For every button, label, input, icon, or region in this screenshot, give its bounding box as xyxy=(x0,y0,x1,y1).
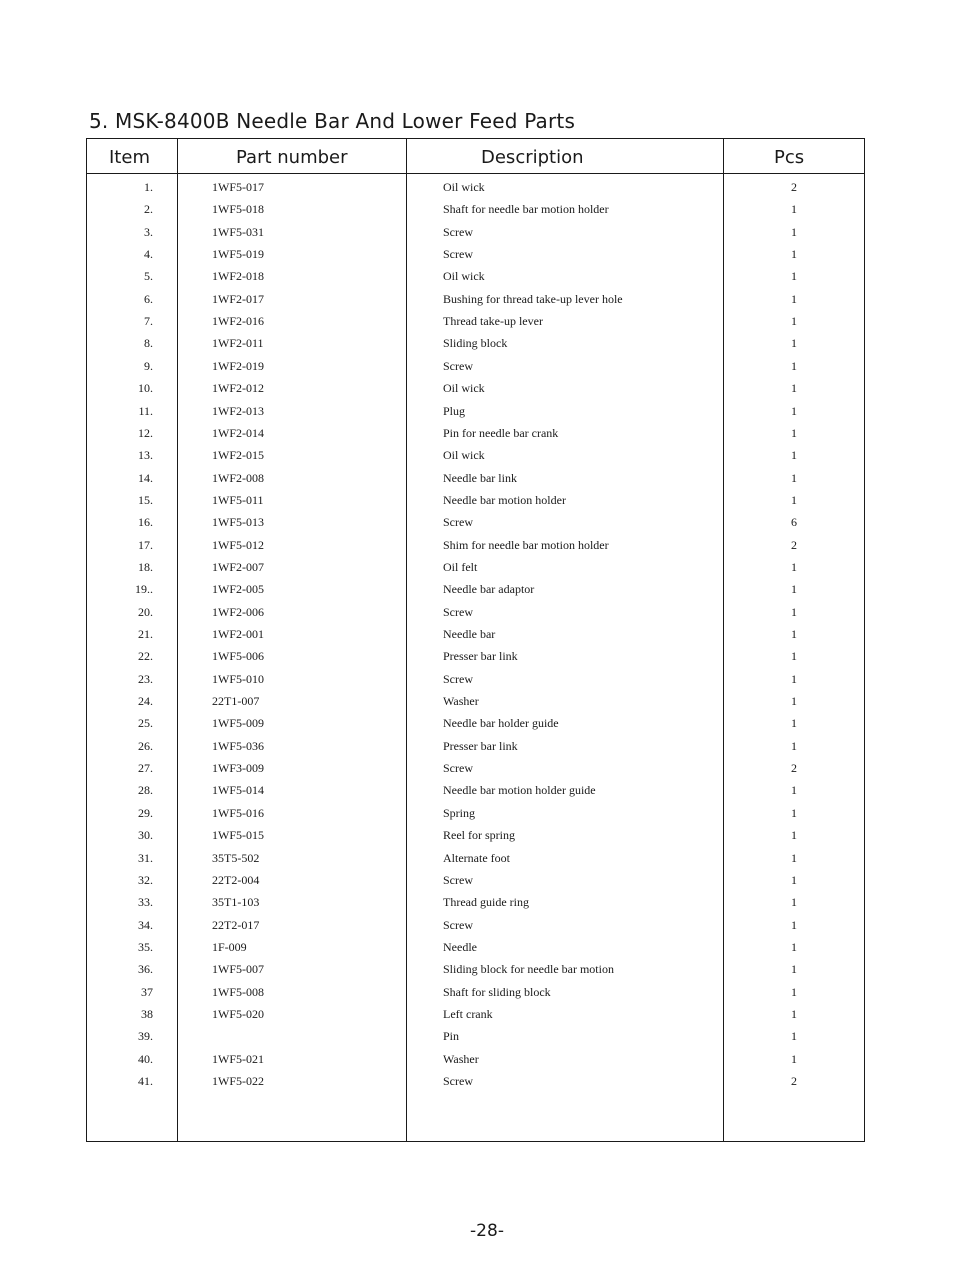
item-number: 12. xyxy=(138,425,153,440)
item-number: 20. xyxy=(138,604,153,619)
quantity: 1 xyxy=(791,247,797,262)
item-number: 19.. xyxy=(135,582,153,597)
item-number: 28. xyxy=(138,783,153,798)
part-number: 1WF2-005 xyxy=(212,582,264,597)
quantity: 1 xyxy=(791,403,797,418)
item-number: 1. xyxy=(144,180,153,194)
part-number: 22T2-004 xyxy=(212,872,260,887)
part-number: 1WF5-013 xyxy=(212,515,264,530)
quantity: 1 xyxy=(791,269,797,284)
quantity: 1 xyxy=(791,559,797,574)
part-description: Oil wick xyxy=(443,381,485,396)
item-number: 22. xyxy=(138,649,153,664)
part-description: Sliding block for needle bar motion xyxy=(443,962,614,977)
part-description: Screw xyxy=(443,1074,473,1088)
item-number: 38 xyxy=(141,1006,153,1021)
table-row xyxy=(87,336,864,356)
part-description: Needle bar xyxy=(443,627,496,641)
table-row xyxy=(87,247,864,267)
item-number: 34. xyxy=(138,917,153,932)
part-number: 1WF5-017 xyxy=(212,180,264,194)
quantity: 1 xyxy=(791,448,797,463)
page-number: -28- xyxy=(470,1221,504,1241)
part-description: Screw xyxy=(443,224,473,239)
quantity: 1 xyxy=(791,716,797,731)
quantity: 1 xyxy=(791,604,797,619)
quantity: 1 xyxy=(791,314,797,329)
part-description: Presser bar link xyxy=(443,738,518,753)
part-description: Presser bar link xyxy=(443,649,518,664)
quantity: 1 xyxy=(791,805,797,820)
part-number: 1WF2-013 xyxy=(212,403,264,418)
item-number: 25. xyxy=(138,716,153,731)
table-row xyxy=(87,515,864,535)
quantity: 1 xyxy=(791,1051,797,1066)
quantity: 1 xyxy=(791,694,797,709)
table-row xyxy=(87,985,864,1005)
part-number: 1WF5-014 xyxy=(212,783,264,798)
part-description: Screw xyxy=(443,917,473,932)
quantity: 1 xyxy=(791,1029,797,1044)
part-number: 1WF5-031 xyxy=(212,224,264,239)
part-description: Oil wick xyxy=(443,180,485,194)
part-number: 1WF5-021 xyxy=(212,1051,264,1066)
table-row xyxy=(87,448,864,468)
item-number: 15. xyxy=(138,492,153,507)
part-description: Oil wick xyxy=(443,269,485,284)
quantity: 1 xyxy=(791,738,797,753)
header-item: Item xyxy=(109,147,150,168)
quantity: 1 xyxy=(791,202,797,217)
table-row xyxy=(87,269,864,289)
part-number: 1WF3-009 xyxy=(212,761,264,776)
part-number: 1WF2-015 xyxy=(212,448,264,463)
item-number: 2. xyxy=(144,202,153,217)
header-description: Description xyxy=(481,147,584,168)
part-description: Screw xyxy=(443,358,473,373)
item-number: 16. xyxy=(138,515,153,530)
quantity: 1 xyxy=(791,224,797,239)
table-row xyxy=(87,404,864,424)
item-number: 32. xyxy=(138,872,153,887)
part-number: 35T5-502 xyxy=(212,850,260,865)
item-number: 11. xyxy=(138,403,153,418)
parts-table xyxy=(86,138,865,1142)
part-description: Oil wick xyxy=(443,448,485,463)
quantity: 1 xyxy=(791,783,797,798)
part-description: Screw xyxy=(443,515,473,530)
quantity: 1 xyxy=(791,895,797,910)
table-row xyxy=(87,1074,864,1094)
table-row xyxy=(87,314,864,334)
part-number: 35T1-103 xyxy=(212,895,260,910)
part-description: Bushing for thread take-up lever hole xyxy=(443,291,623,306)
page-title: 5. MSK-8400B Needle Bar And Lower Feed Parts xyxy=(89,109,576,133)
part-number: 1WF2-014 xyxy=(212,425,264,440)
table-row xyxy=(87,359,864,379)
table-row xyxy=(87,672,864,692)
item-number: 13. xyxy=(138,448,153,463)
quantity: 1 xyxy=(791,649,797,664)
item-number: 21. xyxy=(138,627,153,641)
table-row xyxy=(87,649,864,669)
part-description: Reel for spring xyxy=(443,828,515,843)
table-row xyxy=(87,225,864,245)
table-row xyxy=(87,292,864,312)
part-description: Plug xyxy=(443,403,466,418)
quantity: 6 xyxy=(791,515,797,530)
table-row xyxy=(87,962,864,982)
table-row xyxy=(87,783,864,803)
table-row xyxy=(87,538,864,558)
quantity: 1 xyxy=(791,381,797,396)
part-description: Screw xyxy=(443,671,473,686)
item-number: 39. xyxy=(138,1029,153,1044)
part-description: Needle bar motion holder guide xyxy=(443,783,596,798)
part-number: 1WF5-006 xyxy=(212,649,264,664)
part-description: Shaft for needle bar motion holder xyxy=(443,202,609,217)
item-number: 9. xyxy=(144,358,153,373)
part-description: Needle bar link xyxy=(443,470,517,485)
table-row xyxy=(87,202,864,222)
item-number: 23. xyxy=(138,671,153,686)
part-number: 1WF5-016 xyxy=(212,805,264,820)
table-row xyxy=(87,1029,864,1049)
table-row xyxy=(87,694,864,714)
quantity: 1 xyxy=(791,917,797,932)
part-description: Screw xyxy=(443,604,473,619)
table-row xyxy=(87,806,864,826)
quantity: 1 xyxy=(791,828,797,843)
part-number: 1WF2-016 xyxy=(212,314,264,329)
part-number: 1WF5-010 xyxy=(212,671,264,686)
item-number: 6. xyxy=(144,291,153,306)
item-number: 17. xyxy=(138,537,153,552)
quantity: 1 xyxy=(791,939,797,954)
quantity: 1 xyxy=(791,582,797,597)
part-description: Screw xyxy=(443,872,473,887)
part-description: Thread take-up lever xyxy=(443,314,543,329)
table-row xyxy=(87,381,864,401)
part-description: Spring xyxy=(443,805,476,820)
item-number: 14. xyxy=(138,470,153,485)
part-description: Washer xyxy=(443,1051,479,1066)
part-number: 22T2-017 xyxy=(212,917,260,932)
part-description: Sliding block xyxy=(443,336,508,351)
part-number: 1WF2-019 xyxy=(212,358,264,373)
item-number: 5. xyxy=(144,269,153,284)
item-number: 36. xyxy=(138,962,153,977)
quantity: 2 xyxy=(791,1074,797,1088)
part-number: 1WF5-008 xyxy=(212,984,264,999)
part-description: Pin xyxy=(443,1029,460,1044)
quantity: 2 xyxy=(791,180,797,194)
table-row xyxy=(87,739,864,759)
part-description: Oil felt xyxy=(443,559,478,574)
table-row xyxy=(87,940,864,960)
part-description: Shaft for sliding block xyxy=(443,984,551,999)
table-row xyxy=(87,1007,864,1027)
table-row xyxy=(87,180,864,200)
part-description: Screw xyxy=(443,247,473,262)
quantity: 2 xyxy=(791,761,797,776)
part-number: 1WF2-007 xyxy=(212,559,264,574)
table-row xyxy=(87,493,864,513)
part-number: 1WF5-022 xyxy=(212,1074,264,1088)
item-number: 3. xyxy=(144,224,153,239)
part-description: Needle bar motion holder xyxy=(443,492,566,507)
table-row xyxy=(87,828,864,848)
item-number: 30. xyxy=(138,828,153,843)
item-number: 8. xyxy=(144,336,153,351)
part-number: 1WF5-009 xyxy=(212,716,264,731)
item-number: 40. xyxy=(138,1051,153,1066)
part-description: Washer xyxy=(443,694,479,709)
item-number: 4. xyxy=(144,247,153,262)
quantity: 1 xyxy=(791,336,797,351)
part-description: Shim for needle bar motion holder xyxy=(443,537,609,552)
part-description: Needle xyxy=(443,939,477,954)
quantity: 1 xyxy=(791,872,797,887)
quantity: 1 xyxy=(791,358,797,373)
quantity: 1 xyxy=(791,1006,797,1021)
part-number: 22T1-007 xyxy=(212,694,260,709)
item-number: 35. xyxy=(138,939,153,954)
part-description: Alternate foot xyxy=(443,850,510,865)
quantity: 2 xyxy=(791,537,797,552)
part-number: 1WF5-007 xyxy=(212,962,264,977)
table-row xyxy=(87,918,864,938)
table-row xyxy=(87,895,864,915)
table-row xyxy=(87,426,864,446)
quantity: 1 xyxy=(791,671,797,686)
part-description: Needle bar adaptor xyxy=(443,582,535,597)
table-row xyxy=(87,716,864,736)
header-part-number: Part number xyxy=(236,147,348,168)
part-number: 1WF5-018 xyxy=(212,202,264,217)
part-description: Pin for needle bar crank xyxy=(443,425,559,440)
header-divider xyxy=(87,173,864,174)
quantity: 1 xyxy=(791,627,797,641)
part-description: Screw xyxy=(443,761,473,776)
item-number: 29. xyxy=(138,805,153,820)
item-number: 31. xyxy=(138,850,153,865)
part-number: 1WF2-018 xyxy=(212,269,264,284)
table-row xyxy=(87,873,864,893)
table-row xyxy=(87,627,864,647)
part-number: 1WF5-036 xyxy=(212,738,264,753)
part-number: 1WF5-015 xyxy=(212,828,264,843)
item-number: 10. xyxy=(138,381,153,396)
table-row xyxy=(87,851,864,871)
quantity: 1 xyxy=(791,470,797,485)
part-number: 1WF5-012 xyxy=(212,537,264,552)
part-number: 1WF2-017 xyxy=(212,291,264,306)
item-number: 18. xyxy=(138,559,153,574)
part-number: 1WF2-006 xyxy=(212,604,264,619)
table-row xyxy=(87,1052,864,1072)
part-description: Needle bar holder guide xyxy=(443,716,559,731)
item-number: 24. xyxy=(138,694,153,709)
item-number: 37 xyxy=(141,984,153,999)
part-number: 1WF2-001 xyxy=(212,627,264,641)
item-number: 33. xyxy=(138,895,153,910)
table-row xyxy=(87,582,864,602)
header-pcs: Pcs xyxy=(774,147,805,168)
part-number: 1WF2-008 xyxy=(212,470,264,485)
quantity: 1 xyxy=(791,984,797,999)
table-row xyxy=(87,761,864,781)
table-row xyxy=(87,560,864,580)
part-description: Thread guide ring xyxy=(443,895,529,910)
part-number: 1WF5-011 xyxy=(212,492,264,507)
item-number: 7. xyxy=(144,314,153,329)
table-row xyxy=(87,605,864,625)
part-number: 1WF2-012 xyxy=(212,381,264,396)
part-description: Left crank xyxy=(443,1006,493,1021)
table-row xyxy=(87,471,864,491)
part-number: 1WF5-019 xyxy=(212,247,264,262)
item-number: 41. xyxy=(138,1074,153,1088)
quantity: 1 xyxy=(791,492,797,507)
item-number: 27. xyxy=(138,761,153,776)
quantity: 1 xyxy=(791,291,797,306)
item-number: 26. xyxy=(138,738,153,753)
part-number: 1WF2-011 xyxy=(212,336,264,351)
part-number: 1F-009 xyxy=(212,939,247,954)
part-number: 1WF5-020 xyxy=(212,1006,264,1021)
quantity: 1 xyxy=(791,425,797,440)
quantity: 1 xyxy=(791,850,797,865)
quantity: 1 xyxy=(791,962,797,977)
